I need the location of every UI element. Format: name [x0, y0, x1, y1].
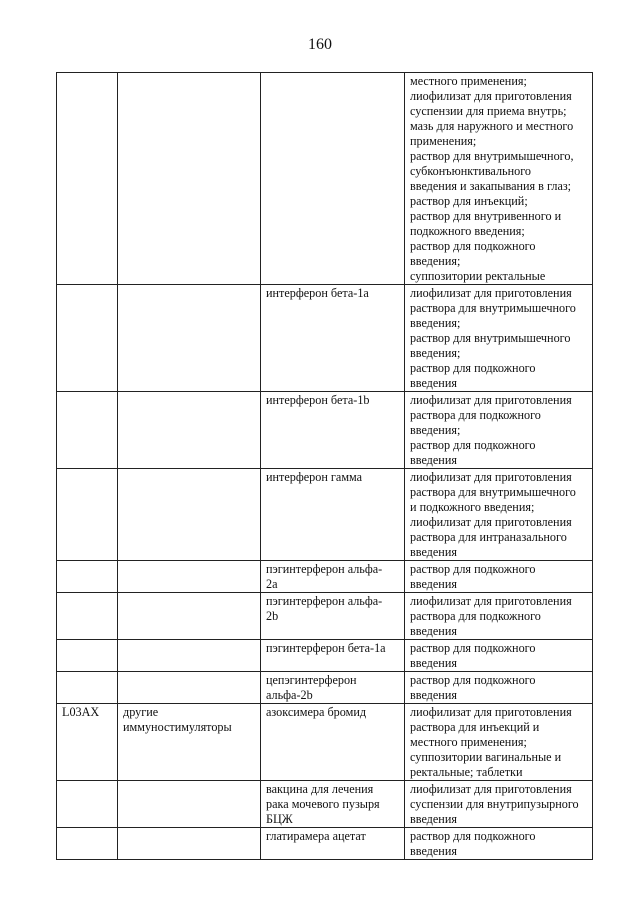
group-cell — [118, 672, 261, 704]
forms-line: введения — [410, 577, 457, 591]
dosage-forms-cell — [405, 392, 593, 469]
forms-line: введения — [410, 656, 457, 670]
dosage-forms-cell — [405, 828, 593, 860]
table-row — [57, 828, 593, 860]
drug-name-cell — [261, 392, 405, 469]
forms-line: субконъюнктивального — [410, 164, 531, 178]
name-line: 2b — [266, 609, 279, 623]
forms-line: раствора для инъекций и — [410, 720, 540, 734]
drug-name-cell — [261, 73, 405, 285]
name-line: БЦЖ — [266, 812, 293, 826]
forms-line: и подкожного введения; — [410, 500, 535, 514]
forms-line: раствора для интраназального — [410, 530, 567, 544]
dosage-forms-cell — [405, 640, 593, 672]
forms-line: ректальные; таблетки — [410, 765, 523, 779]
group-cell — [118, 704, 261, 781]
code-text: L03AX — [62, 705, 100, 719]
table-row — [57, 392, 593, 469]
atc-code-cell — [57, 561, 118, 593]
forms-line: подкожного введения; — [410, 224, 525, 238]
dosage-forms-cell — [405, 593, 593, 640]
dosage-forms-cell — [405, 73, 593, 285]
table-row — [57, 285, 593, 392]
forms-line: введения — [410, 545, 457, 559]
name-line: цепэгинтерферон — [266, 673, 357, 687]
forms-line: введения; — [410, 346, 461, 360]
dosage-forms-cell — [405, 469, 593, 561]
drug-name-cell — [261, 285, 405, 392]
name-line: 2a — [266, 577, 278, 591]
atc-code-cell — [57, 704, 118, 781]
atc-code-cell — [57, 73, 118, 285]
drug-name-cell — [261, 704, 405, 781]
forms-line: введения; — [410, 423, 461, 437]
atc-code-cell — [57, 593, 118, 640]
forms-line: суспензии для приема внутрь; — [410, 104, 567, 118]
forms-line: лиофилизат для приготовления — [410, 705, 572, 719]
forms-line: раствор для подкожного — [410, 361, 536, 375]
dosage-forms-cell — [405, 704, 593, 781]
drug-name-cell — [261, 781, 405, 828]
table-row — [57, 781, 593, 828]
name-line: пэгинтерферон альфа- — [266, 594, 383, 608]
name-line: глатирамера ацетат — [266, 829, 366, 843]
forms-line: раствора для внутримышечного — [410, 485, 576, 499]
forms-line: раствора для внутримышечного — [410, 301, 576, 315]
atc-code-cell — [57, 640, 118, 672]
name-line: вакцина для лечения — [266, 782, 374, 796]
forms-line: раствор для внутримышечного — [410, 331, 571, 345]
group-cell — [118, 593, 261, 640]
group-cell — [118, 640, 261, 672]
forms-line: введения; — [410, 316, 461, 330]
forms-line: раствор для подкожного — [410, 829, 536, 843]
table-row — [57, 704, 593, 781]
drug-name-cell — [261, 672, 405, 704]
forms-line: введения — [410, 844, 457, 858]
name-line: азоксимера бромид — [266, 705, 367, 719]
name-line: рака мочевого пузыря — [266, 797, 380, 811]
dosage-forms-cell — [405, 285, 593, 392]
forms-line: местного применения; — [410, 735, 527, 749]
table-row — [57, 640, 593, 672]
atc-code-cell — [57, 672, 118, 704]
group-cell — [118, 73, 261, 285]
forms-line: суппозитории ректальные — [410, 269, 546, 283]
dosage-forms-cell — [405, 781, 593, 828]
forms-line: лиофилизат для приготовления — [410, 89, 572, 103]
drug-name-cell — [261, 469, 405, 561]
page-number: 160 — [308, 36, 332, 53]
forms-line: введения — [410, 376, 457, 390]
name-line: альфа-2b — [266, 688, 313, 702]
table-row — [57, 73, 593, 285]
forms-line: раствора для подкожного — [410, 408, 541, 422]
forms-line: раствор для инъекций; — [410, 194, 528, 208]
drug-name-cell — [261, 828, 405, 860]
forms-line: введения; — [410, 254, 461, 268]
forms-line: мазь для наружного и местного — [410, 119, 574, 133]
forms-line: раствор для внутримышечного, — [410, 149, 574, 163]
forms-line: введения — [410, 453, 457, 467]
drug-name-cell — [261, 593, 405, 640]
forms-line: лиофилизат для приготовления — [410, 286, 572, 300]
name-line: пэгинтерферон альфа- — [266, 562, 383, 576]
group-cell — [118, 469, 261, 561]
forms-line: суппозитории вагинальные и — [410, 750, 562, 764]
forms-line: суспензии для внутрипузырного — [410, 797, 579, 811]
table-row — [57, 672, 593, 704]
forms-line: применения; — [410, 134, 477, 148]
drug-name-cell — [261, 640, 405, 672]
forms-line: введения — [410, 812, 457, 826]
forms-line: раствор для подкожного — [410, 239, 536, 253]
table-row — [57, 469, 593, 561]
drug-table — [56, 72, 593, 860]
forms-line: введения — [410, 624, 457, 638]
table-row — [57, 593, 593, 640]
group-line: иммуностимуляторы — [123, 720, 232, 734]
atc-code-cell — [57, 285, 118, 392]
group-line: другие — [123, 705, 159, 719]
drug-name-cell — [261, 561, 405, 593]
forms-line: раствор для подкожного — [410, 562, 536, 576]
group-cell — [118, 561, 261, 593]
forms-line: лиофилизат для приготовления — [410, 515, 572, 529]
name-line: интерферон бета-1a — [266, 286, 369, 300]
atc-code-cell — [57, 781, 118, 828]
name-line: интерферон гамма — [266, 470, 363, 484]
forms-line: раствор для подкожного — [410, 641, 536, 655]
forms-line: лиофилизат для приготовления — [410, 594, 572, 608]
group-cell — [118, 781, 261, 828]
forms-line: раствора для подкожного — [410, 609, 541, 623]
dosage-forms-cell — [405, 672, 593, 704]
atc-code-cell — [57, 392, 118, 469]
atc-code-cell — [57, 828, 118, 860]
group-cell — [118, 392, 261, 469]
forms-line: введения и закапывания в глаз; — [410, 179, 572, 193]
dosage-forms-cell — [405, 561, 593, 593]
forms-line: местного применения; — [410, 74, 527, 88]
forms-line: раствор для внутривенного и — [410, 209, 562, 223]
atc-code-cell — [57, 469, 118, 561]
forms-line: раствор для подкожного — [410, 673, 536, 687]
forms-line: лиофилизат для приготовления — [410, 470, 572, 484]
name-line: интерферон бета-1b — [266, 393, 370, 407]
forms-line: раствор для подкожного — [410, 438, 536, 452]
group-cell — [118, 285, 261, 392]
table-row — [57, 561, 593, 593]
name-line: пэгинтерферон бета-1a — [266, 641, 386, 655]
group-cell — [118, 828, 261, 860]
forms-line: введения — [410, 688, 457, 702]
forms-line: лиофилизат для приготовления — [410, 782, 572, 796]
forms-line: лиофилизат для приготовления — [410, 393, 572, 407]
